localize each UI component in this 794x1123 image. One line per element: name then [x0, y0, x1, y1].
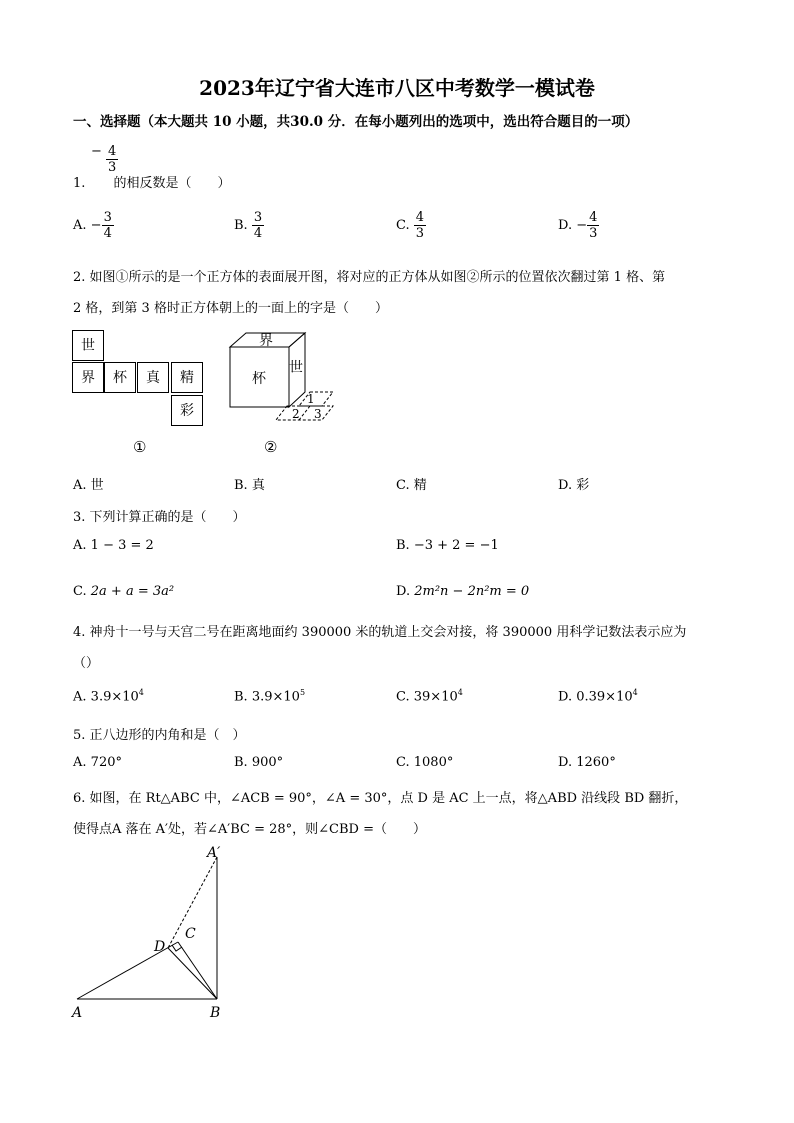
q1-fraction: − $\frac{4}{3}$: [91, 144, 117, 175]
q2-line2: 2 格，到第 3 格时正方体朝上的一面上的字是（ ）: [73, 301, 388, 316]
q3-option-b[interactable]: B. −3 + 2 = −1: [396, 538, 499, 553]
grid-cell-outline: [299, 392, 333, 406]
q1-option-c[interactable]: C. $\frac{4}{3}$: [396, 210, 425, 241]
q4-line1: 4. 神舟十一号与天宫二号在距离地面约 390000 米的轨道上交会对接，将 390000 用科学记数法表示应为: [73, 625, 687, 640]
q5-option-a[interactable]: A. 720°: [73, 755, 122, 770]
point-label-C: C: [185, 926, 196, 942]
segment-BD: [168, 948, 217, 999]
grid-label-3: 3: [314, 407, 322, 421]
q4-option-a[interactable]: A. $3.9\times 10^4$: [73, 688, 144, 705]
point-label-A: A: [72, 1005, 83, 1021]
q3-option-d[interactable]: D. 2m²n − 2n²m = 0: [396, 584, 530, 599]
grid-cell-outline: [276, 406, 333, 420]
q6-line1: 6. 如图，在 Rt△ABC 中，∠ACB = 90°，∠A = 30°，点 D 是 AC 上一点，将△ABD 沿线段 BD 翻折，: [73, 791, 688, 806]
point-label-D: D: [154, 939, 166, 955]
q1-option-b[interactable]: B. $\frac{3}{4}$: [234, 210, 263, 241]
net-cell-2: 杯: [104, 362, 136, 393]
q5-option-c[interactable]: C. 1080°: [396, 755, 454, 770]
grid-label-2: 2: [292, 407, 300, 421]
q1-option-a[interactable]: A. − $\frac{3}{4}$: [73, 210, 112, 241]
net-cell-4: 精: [171, 362, 203, 393]
q3-option-c[interactable]: C. 2a + a = 3a²: [73, 584, 175, 599]
q5-stem: 5. 正八边形的内角和是（ ）: [73, 728, 246, 743]
q3-stem: 3. 下列计算正确的是（ ）: [73, 510, 246, 525]
triangle-figure: [65, 845, 245, 1025]
q2-line1: 2. 如图①所示的是一个正方体的表面展开图，将对应的正方体从如图②所示的位置依次翻过第 1 格、第: [73, 270, 666, 285]
point-label-B: B: [210, 1005, 221, 1021]
net-cell-top: 世: [72, 330, 104, 361]
q5-option-d[interactable]: D. 1260°: [558, 755, 616, 770]
fig1-label: ①: [133, 438, 147, 456]
cube-top-text: 界: [259, 333, 273, 349]
q1-text: 的相反数是（ ）: [113, 176, 231, 191]
q6-line2: 使得点A 落在 A′处，若∠A′BC = 28°，则∠CBD =（ ）: [73, 822, 427, 837]
q4-option-c[interactable]: C. $39\times 10^4$: [396, 688, 463, 705]
cube-front-text: 杯: [252, 371, 266, 387]
net-cell-3: 真: [137, 362, 169, 393]
page-title: 2023年辽宁省大连市八区中考数学一模试卷: [199, 76, 595, 100]
net-cell-1: 界: [72, 362, 104, 393]
grid-cell-divider: [299, 406, 310, 420]
q1-stem: [73, 172, 231, 191]
net-cell-bottom: 彩: [171, 395, 203, 426]
grid-label-1: 1: [307, 392, 315, 406]
fig2-label: ②: [264, 438, 278, 456]
cube-side-text: 世: [289, 360, 303, 376]
q2-option-a[interactable]: A. 世: [73, 478, 104, 493]
q3-option-a[interactable]: A. 1 − 3 = 2: [73, 538, 154, 553]
q5-option-b[interactable]: B. 900°: [234, 755, 284, 770]
section-heading: 一、选择题（本大题共 10 小题，共30.0 分．在每小题列出的选项中，选出符合题目的一项）: [73, 114, 639, 130]
q1-number: 1.: [73, 176, 86, 191]
segment-BC: [178, 942, 217, 999]
q2-option-d[interactable]: D. 彩: [558, 478, 590, 493]
point-label-A-prime: A′: [207, 845, 221, 861]
q4-line2: （）: [73, 656, 100, 671]
q2-option-c[interactable]: C. 精: [396, 478, 427, 493]
q4-option-d[interactable]: D. $0.39\times 10^4$: [558, 688, 638, 705]
cube-figure: [225, 330, 360, 430]
q4-option-b[interactable]: B. $3.9\times 10^5$: [234, 688, 306, 705]
q1-option-d[interactable]: D. − $\frac{4}{3}$: [558, 210, 598, 241]
q2-option-b[interactable]: B. 真: [234, 478, 265, 493]
